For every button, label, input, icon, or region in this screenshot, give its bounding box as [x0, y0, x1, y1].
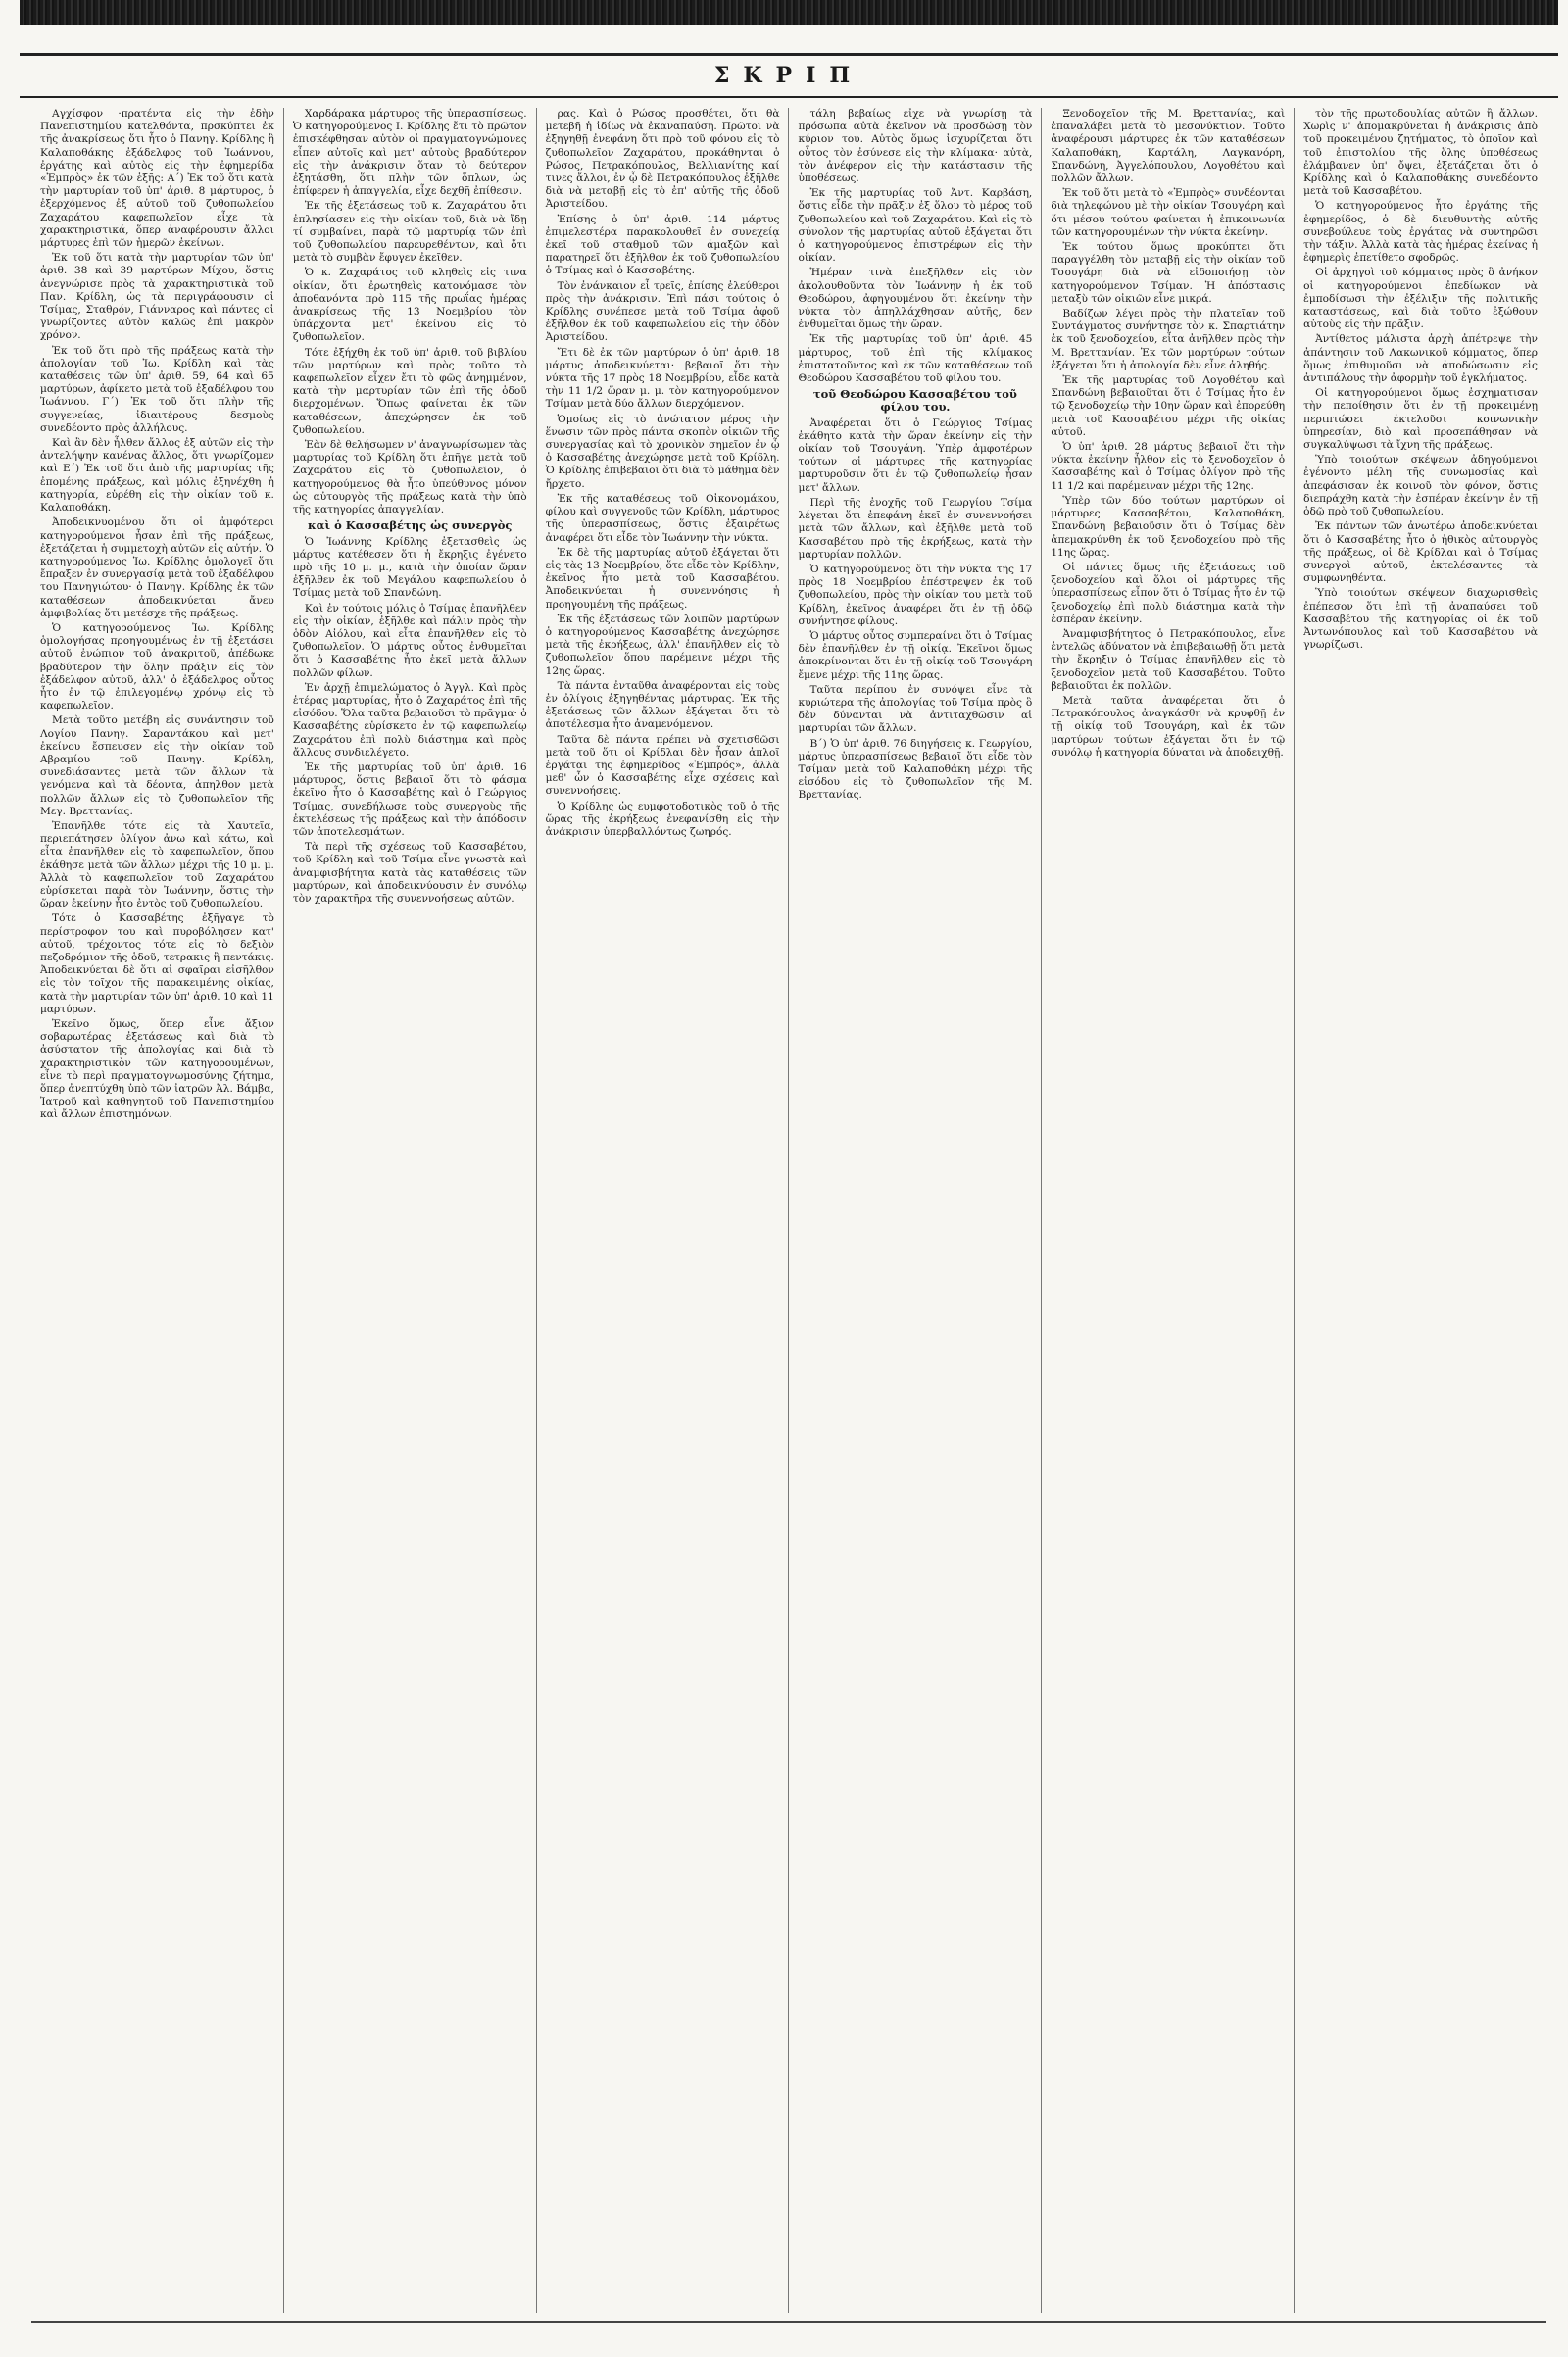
column-2 — [284, 108, 537, 2313]
column-6 — [1295, 108, 1546, 2313]
paragraph: Ὑπὸ τοιούτων σκέψεων ἀδηγούμενοι ἐγένοντο μέλη τῆς συνωμοσίας καὶ ἀπεφάσισαν ἐκ κοινοῦ τὸν φόνον, ὅστις διεπράχθη κατὰ τὴν ἑσπέραν ἐκείνην ἐν τῇ ὁδῷ πρὸ τοῦ ζυθοπωλείου. — [1303, 454, 1538, 518]
bottom-rule — [31, 2321, 1546, 2323]
paragraph: Β΄) Ὁ ὑπ' ἀριθ. 76 διηγήσεις κ. Γεωργίου, μάρτυς ὑπερασπίσεως βεβαιοῖ ὅτι εἶδε τὸν Τσίμαν μετὰ τοῦ Καλαποθάκη μέχρι τῆς εἰσόδου εἰς τὸ ζυθοπωλεῖον τῆς Μ. Βρεττανίας. — [798, 737, 1033, 802]
paragraph: Τὸν ἐνάνκαιον εἶ τρεῖς, ἐπίσης ἐλεύθεροι πρὸς τὴν ἀνάκρισιν. Ἐπὶ πάσι τούτοις ὁ Κρίδλης συνέπεσε μετὰ τοῦ Τσίμα ἀφοῦ ἐξῆλθον ἐκ τοῦ καφεπωλείου εἰς τὴν ὁδὸν Ἀριστείδου. — [545, 279, 780, 344]
paragraph: Ὑπὸ τοιούτων σκέψεων διαχωρισθεὶς ἐπέπεσον ὅτι ἐπὶ τῇ ἀναπαύσει τοῦ Κασσαβέτου τῆς κατηγορίας οἱ ἐκ τοῦ Ἀντωνόπουλος καὶ τοῦ Κασσαβέτου νὰ γνωρίζωσι. — [1303, 587, 1538, 652]
paragraph: Ἀποδεικνυομένου ὅτι οἱ ἀμφότεροι κατηγορούμενοι ἦσαν ἐπὶ τῆς πράξεως, ἐξετάζεται ἡ συμμετοχὴ αὐτῶν εἰς αὐτήν. Ὁ κατηγορούμενος Ἰω. Κρίδλης ὁμολογεῖ ὅτι ἔπραξεν ἐν συνεργασίᾳ μετὰ τοῦ ἐξαδέλφου του Πανηγιώτου· ὁ Πανηγ. Κρίδλης ἐκ τῶν καταθέσεων ἀποδεικνύεται ἄνευ ἀμφιβολίας ὅτι μετέσχε τῆς πράξεως. — [40, 516, 274, 619]
inline-heading: τοῦ Θεοδώρου Κασσαβέτου τοῦ φίλου του. — [812, 387, 1017, 415]
paragraph: Ταῦτα περίπου ἐν συνόψει εἶνε τὰ κυριώτερα τῆς ἀπολογίας τοῦ Τσίμα πρὸς ὃ δὲν δύνανται νὰ ἀντιταχθῶσιν αἱ μαρτυρίαι τῶν ἄλλων. — [798, 683, 1033, 735]
paragraph: Οἱ ἀρχηγοὶ τοῦ κόμματος πρὸς ὃ ἀνήκον οἱ κατηγορούμενοι ἐπεδίωκον νὰ ἐμποδίσωσι τὴν ἐξέλιξιν τῆς πολιτικῆς καταστάσεως, καὶ διὰ τοῦτο ἐξώθουν αὐτοὺς εἰς τὴν πρᾶξιν. — [1303, 267, 1538, 331]
paragraph: Ὁ κ. Ζαχαράτος τοῦ κληθεὶς εἰς τινα οἰκίαν, ὅτι ἐρωτηθεὶς κατονόμασε τὸν ἀποθανόντα πρὸ 115 τῆς πρωΐας ἡμέρας ἀνακρίσεως τῆς 13 Νοεμβρίου τὸν ὑπάρχοντα μετ' ἐκείνου εἰς τὸ ζυθοπωλεῖον. — [292, 267, 527, 344]
paragraph: Ὁ Ἰωάννης Κρίδλης ἐξετασθεὶς ὡς μάρτυς κατέθεσεν ὅτι ἡ ἔκρηξις ἐγένετο πρὸ τῆς 10 μ. μ., κατὰ τὴν ὁποίαν ὥραν ἐξῆλθεν ἐκ τοῦ Μεγάλου καφεπωλείου ὁ Τσίμας μετὰ τοῦ Σπανδώνη. — [292, 535, 527, 600]
paragraph: Ἐπανῆλθε τότε εἰς τὰ Χαυτεῖα, περιεπάτησεν ὀλίγον ἀνω καὶ κάτω, καὶ εἶτα ἐπανῆλθεν εἰς τὸ καφεπωλεῖον, ὅπου ἐκάθησε μετὰ τῶν ἄλλων μέχρι τῆς 10 μ. μ. Ἀλλὰ τὸ καφεπωλεῖον τοῦ Ζαχαράτου εὑρίσκεται παρὰ τὸν Ἰωάννην, ὅστις τὴν ὥραν ἐκείνην ἦτο ἐντὸς τοῦ ζυθοπωλείου. — [40, 819, 274, 910]
top-border-band — [20, 0, 1558, 25]
column-5 — [1042, 108, 1295, 2313]
paragraph: Ἐκ τοῦ ὅτι κατὰ τὴν μαρτυρίαν τῶν ὑπ' ἀριθ. 38 καὶ 39 μαρτύρων Μίχου, ὅστις ἀνεγνώρισε πρὸς τὰ χαρακτηριστικὰ τοῦ Παν. Κρίδλη, ὡς τὰ περιγράφουσιν οἱ Τσίμας, Σταθρόν, Γιάνναρος καὶ πάντες οἱ γνωρίζοντες αὐτὸν καλῶς ἐπὶ μακρὸν χρόνον. — [40, 252, 274, 342]
paragraph: Ὁ κατηγορούμενος ἦτο ἐργάτης τῆς ἐφημερίδος, ὁ δὲ διευθυντὴς αὐτῆς συνεβούλευε τοὺς ἐργάτας νὰ συντηρῶσι τὴν τάξιν. Ἀλλὰ κατὰ τὰς ἡμέρας ἐκείνας ἡ ἐφημερὶς ἐπετίθετο σφοδρῶς. — [1303, 200, 1538, 265]
paragraph: Ταῦτα δὲ πάντα πρέπει νὰ σχετισθῶσι μετὰ τοῦ ὅτι οἱ Κρίδλαι δὲν ἦσαν ἀπλοῖ ἐργάται τῆς ἐφημερίδος «Ἐμπρός», ἀλλὰ μεθ' ὧν ὁ Κασσαβέτης εἶχε σχέσεις καὶ συνεννοήσεις. — [545, 733, 780, 798]
paragraph: Ἐπίσης ὁ ὑπ' ἀριθ. 114 μάρτυς ἐπιμελεστέρα παρακολουθεῖ ἐν συνεχείᾳ ἐκεῖ τοῦ σταθμοῦ τῶν ἁμαξῶν καὶ παρατηρεῖ ὅτι ἐξῆλθον ἐκ τοῦ ζυθοπωλείου ὁ Τσίμας καὶ ὁ Κασσαβέτης. — [545, 213, 780, 277]
column-4 — [789, 108, 1042, 2313]
paragraph: Τὰ περὶ τῆς σχέσεως τοῦ Κασσαβέτου, τοῦ Κρίδλη καὶ τοῦ Τσίμα εἶνε γνωστὰ καὶ ἀναμφισβήτητα κατὰ τὰς καταθέσεις τῶν μαρτύρων, καὶ ἀποδεικνύουσιν ἐν συνόλῳ τὸν χαρακτῆρα τῆς συνεννοήσεως αὐτῶν. — [292, 841, 527, 905]
paragraph: Ἐκ τούτου ὅμως προκύπτει ὅτι παραγγέλθη τὸν μεταβῇ εἰς τὴν οἰκίαν τοῦ Τσουγάρη διὰ νὰ εἰδοποιήσῃ τὸν κατηγορούμενον Τσίμαν. Ἡ ἀπόστασις μεταξὺ τῶν οἰκιῶν εἶνε μικρά. — [1051, 241, 1286, 305]
paragraph: Ἀναμφισβήτητος ὁ Πετρακόπουλος, εἶνε ἐντελῶς ἀδύνατον νὰ ἐπιβεβαιωθῇ ὅτι μετὰ τὴν ἔκρηξιν ὁ Τσίμας ἐπανῆλθεν εἰς τὸ ξενοδοχεῖον μετὰ τοῦ Κασσαβέτου. Τοῦτο βεβαιοῦται ἐκ πολλῶν. — [1051, 627, 1286, 692]
paragraph: τὸν τῆς πρωτοδουλίας αὐτῶν ἢ ἄλλων. Χωρὶς ν' ἀπομακρύνεται ἡ ἀνάκρισις ἀπὸ τοῦ προκειμένου ζητήματος, τὸ ὁποῖον καὶ τοῦ ἐπιστολίου τῆς ὅλης ὑποθέσεως ἐλάμβανεν ὑπ' ὄψει, ἐξετάζεται ὅτι ὁ Κρίδλης καὶ ὁ Καλαποθάκης συνεδέοντο μετὰ τοῦ Κασσαβέτου. — [1303, 108, 1538, 198]
header-rule — [20, 96, 1558, 98]
paragraph: Ἡμέραν τινὰ ἐπεξῆλθεν εἰς τὸν ἀκολουθοῦντα τὸν Ἰωάννην ἡ ἐκ τοῦ Θεοδώρου, ἀφηγουμένου ὅτι ἐκείνην τὴν νύκτα τὸν ἀπηλλάχθησαν αὐτῆς, δεν ἐνθυμεῖται ὅμως τὴν ὥραν. — [798, 267, 1033, 331]
paragraph: Καὶ ἐν τούτοις μόλις ὁ Τσίμας ἐπανῆλθεν εἰς τὴν οἰκίαν, ἐξῆλθε καὶ πάλιν πρὸς τὴν ὁδὸν Αἰόλου, καὶ εἶτα ἐπανῆλθεν εἰς τὸ ζυθοπωλεῖον. Ὁ μάρτυς οὗτος ἐνθυμεῖται ὅτι ὁ Κασσαβέτης ἦτο ἐκεῖ μετὰ ἄλλων πολλῶν φίλων. — [292, 602, 527, 679]
top-rule — [20, 53, 1558, 56]
paragraph: Ἐκ τῆς μαρτυρίας τοῦ Λογοθέτου καὶ Σπανδώνη βεβαιοῦται ὅτι ὁ Τσίμας ἦτο ἐν τῷ ξενοδοχείῳ τὴν 10ην ὥραν καὶ ἐπορεύθη μετὰ τοῦ Κασσαβέτου μέχρι τῆς οἰκίας αὐτοῦ. — [1051, 374, 1286, 438]
inline-heading: καὶ ὁ Κασσαβέτης ὡς συνεργὸς — [308, 518, 513, 533]
paragraph: Ἐκ τῆς ἐξετάσεως τῶν λοιπῶν μαρτύρων ὁ κατηγορούμενος Κασσαβέτης ἀνεχώρησε μετὰ τῆς ἐκρήξεως, ἀλλ' ἐπανῆλθεν εἰς τὸ ζυθοπωλεῖον ὅπου παρέμεινε μέχρι τῆς 12ης ὥρας. — [545, 613, 780, 677]
paragraph: Ἐκεῖνο ὅμως, ὅπερ εἶνε ἄξιον σοβαρωτέρας ἐξετάσεως καὶ διὰ τὸ ἀσύστατον τῆς ἀπολογίας καὶ διὰ τὸ χαρακτηριστικὸν τῶν κατηγορουμένων, εἶνε τὸ περὶ πραγματογνωμοσύνης ζήτημα, ὅπερ ἀνεπτύχθη ὑπὸ τῶν ἰατρῶν Ἀλ. Βάμβα, Ἰατροῦ καὶ καθηγητοῦ τοῦ Πανεπιστημίου καὶ ἄλλων ἐπιστημόνων. — [40, 1018, 274, 1121]
paragraph: Περὶ τῆς ἐνοχῆς τοῦ Γεωργίου Τσίμα λέγεται ὅτι ἐπεφάνη ἐκεῖ ἐν συνεννοήσει μετὰ τῶν ἄλλων, καὶ ἐξῆλθε μετὰ τοῦ Κασσαβέτου πρὸ τῆς ἐκρήξεως, κατὰ τὴν μαρτυρίαν πολλῶν. — [798, 496, 1033, 561]
paragraph: Ὁμοίως εἰς τὸ ἀνώτατον μέρος τὴν ἕνωσιν τῶν πρὸς πάντα σκοπὸν οἰκιῶν τῆς συνεργασίας καὶ τὸ χρονικὸν σημεῖον ἐν ᾧ ὁ Κασσαβέτης ἀνεχώρησε μετὰ τοῦ Κρίδλη. Ὁ Κρίδλης ἐπιβεβαιοῖ ὅτι διὰ τὸ μάθημα δὲν ἤρχετο. — [545, 413, 780, 490]
paragraph: Ὁ κατηγορούμενος ὅτι τὴν νύκτα τῆς 17 πρὸς 18 Νοεμβρίου ἐπέστρεψεν ἐκ τοῦ ζυθοπωλείου, πρὸς τὴν οἰκίαν του μετὰ τοῦ Κρίδλη, ἐκεῖνος ἀναφέρει ὅτι ἐν τῇ ὁδῷ συνήντησε φίλους. — [798, 563, 1033, 627]
paragraph: Τότε ὁ Κασσαβέτης ἐξῆγαγε τὸ περίστροφον του καὶ πυροβόλησεν κατ' αὐτοῦ, τρέχοντος τότε εἰς τὸ δεξιὸν πεζοδρόμιον τῆς ὁδοῦ, τετρακις ἢ πεντάκις. Ἀποδεικνύεται δὲ ὅτι αἱ σφαῖραι εἰσῆλθον εἰς τὸν τοῖχον τῆς παρακειμένης οἰκίας, κατὰ τὴν μαρτυρίαν τῶν ὑπ' ἀριθ. 10 καὶ 11 μαρτύρων. — [40, 912, 274, 1015]
paragraph: Ἐν ἀρχῇ ἐπιμελώματος ὁ Ἀγγλ. Καὶ πρὸς ἑτέρας μαρτυρίας, ἦτο ὁ Ζαχαράτος ἐπὶ τῆς εἰσόδου. Ὅλα ταῦτα βεβαιοῦσι τὸ πρᾶγμα· ὁ Κασσαβέτης εὑρίσκετο ἐν τῷ καφεπωλείῳ Ζαχαράτου ἐπὶ πολὺ διάστημα καὶ πρὸς ἄλλους συνδιελέγετο. — [292, 681, 527, 759]
paragraph: Τότε ἐξήχθη ἐκ τοῦ ὑπ' ἀριθ. τοῦ βιβλίου τῶν μαρτύρων καὶ πρὸς τοῦτο τὸ καφεπωλεῖον εἶχεν ἔτι τὸ φῶς ἀνημμένον, κατὰ τὴν μαρτυρίαν τῶν ἐπὶ τῆς ὁδοῦ διερχομένων. Ὅπως φαίνεται ἐκ τῶν καταθέσεων, ἀπεχώρησεν ἐκ τοῦ ζυθοπωλείου. — [292, 346, 527, 436]
paragraph: Ἐκ τοῦ ὅτι πρὸ τῆς πράξεως κατὰ τὴν ἀπολογίαν τοῦ Ἰω. Κρίδλη καὶ τὰς καταθέσεις τῶν ὑπ' ἀριθ. 59, 64 καὶ 65 μαρτύρων, ἀφίκετο μετὰ τοῦ ἐξαδέλφου του Ἰωάννου. Γ΄) Ἐκ τοῦ ὅτι πλὴν τῆς συγγενείας, ἰδιαιτέρους δεσμοὺς συνεδέοντο πρὸς ἀλλήλους. — [40, 344, 274, 434]
paragraph: Ὁ μάρτυς οὗτος συμπεραίνει ὅτι ὁ Τσίμας δὲν ἐπανῆλθεν ἐν τῇ οἰκίᾳ. Ἐκεῖνοι ὅμως ἀποκρίνονται ὅτι ἐν τῇ οἰκίᾳ τοῦ Τσουγάρη ἔμενε μέχρι τῆς 11ης ὥρας. — [798, 629, 1033, 681]
column-3 — [537, 108, 790, 2313]
paragraph: Ὑπὲρ τῶν δύο τούτων μαρτύρων οἱ μάρτυρες Κασσαβέτου, Καλαποθάκη, Σπανδώνη βεβαιοῦσιν ὅτι ὁ Τσίμας δὲν ἀπεμακρύνθη ἐκ τοῦ ξενοδοχείου πρὸ τῆς 11ης ὥρας. — [1051, 494, 1286, 559]
paragraph: Ἐκ τῆς ἐξετάσεως τοῦ κ. Ζαχαράτου ὅτι ἐπλησίασεν εἰς τὴν οἰκίαν τοῦ, διὰ νὰ ἴδῃ τί συμβαίνει, παρὰ τῷ μαρτυρίᾳ τῶν ἐπὶ τοῦ ζυθοπωλείου παρευρεθέντων, καὶ ὅτι μετὰ τὸ συμβὰν ἔφυγεν ἐκεῖθεν. — [292, 200, 527, 265]
paragraph: Βαδίζων λέγει πρὸς τὴν πλατεῖαν τοῦ Συντάγματος συνήντησε τὸν κ. Σπαρτιάτην ἐκ τοῦ ξενοδοχείου, εἶτα ἀνῆλθεν πρὸς τὴν Μ. Βρεττανίαν. Ἐκ τῶν μαρτύρων τούτων ἐξάγεται ὅτι ἡ ἀπολογία δὲν εἶνε ἀληθής. — [1051, 308, 1286, 371]
paragraph: Ἀντίθετος μάλιστα ἀρχὴ ἀπέτρεψε τὴν ἀπάντησιν τοῦ Λακωνικοῦ κόμματος, ὅπερ ὅμως ἐπιθυμοῦσι νὰ ἀποδώσωσιν εἰς ἀντιπάλους τὴν ἀφορμὴν τοῦ ἐγκλήματος. — [1303, 333, 1538, 385]
page-title: ΣΚΡΙΠ — [713, 63, 864, 88]
newspaper-page — [20, 0, 1558, 2357]
paragraph: Ὁ κατηγορούμενος Ἰω. Κρίδλης ὁμολογήσας προηγουμένως ἐν τῇ ἐξετάσει αὐτοῦ ἐνώπιον τοῦ ἀνακριτοῦ, ἀπέδωκε βραδύτερον τὴν ὅλην πράξιν εἰς τὸν ἐξάδελφον αὐτοῦ, ἀλλ' ὁ ἐξάδελφος οὗτος ἦτο ἐν τῷ ἐπιλεγομένῳ χρόνῳ εἰς τὸ καφεπωλεῖον. — [40, 621, 274, 712]
paragraph: Ἔτι δὲ ἐκ τῶν μαρτύρων ὁ ὑπ' ἀριθ. 18 μάρτυς ἀποδεικνύεται· βεβαιοῖ ὅτι τὴν νύκτα τῆς 17 πρὸς 18 Νοεμβρίου, εἶδε κατὰ τὴν 11 1/2 ὥραν μ. μ. τὸν κατηγορούμενον Τσίμαν μετὰ δύο ἄλλων διερχόμενον. — [545, 346, 780, 411]
paragraph: Ἐκ τῆς καταθέσεως τοῦ Οἰκονομάκου, φίλου καὶ συγγενοῦς τῶν Κρίδλη, μάρτυρος τῆς ὑπερασπίσεως, ὅστις ἐξαιρέτως ἀναφέρει ὅτι εἶδε τὸν Ἰωάννην τὴν νύκτα. — [545, 492, 780, 544]
paragraph: Ἀναφέρεται ὅτι ὁ Γεώργιος Τσίμας ἐκάθητο κατὰ τὴν ὥραν ἐκείνην εἰς τὴν οἰκίαν τοῦ Τσουγάνη. Ὑπὲρ ἀμφοτέρων τούτων οἱ μάρτυρες τῆς κατηγορίας μαρτυροῦσιν ὅτι ἐν τῷ ζυθοπωλείῳ ἦσαν μετ' ἄλλων. — [798, 417, 1033, 494]
paragraph: τάλη βεβαίως εἶχε νὰ γνωρίσῃ τὰ πρόσωπα αὐτὰ ἐκεῖνον νὰ προσδώσῃ τὸν κύριον του. Αὐτὸς ὅμως ἰσχυρίζεται ὅτι οὗτος τὸν ἐσύνεσε εἰς τὴν κλίμακα· αὐτὰ, τὸν ἀνέφερον εἰς τὴν κατάστασιν τῆς ὑποθέσεως. — [798, 108, 1033, 185]
paragraph: Τὰ πάντα ἐνταῦθα ἀναφέρονται εἰς τοὺς ἐν ὀλίγοις ἐξηγηθέντας μάρτυρας. Ἐκ τῆς ἐξετάσεως τῶν ἄλλων ἐξάγεται ὅτι τὸ ἀποτέλεσμα ἦτο ἀναμενόμενον. — [545, 679, 780, 731]
paragraph: Ἐκ τῆς μαρτυρίας τοῦ Ἀντ. Καρβάση, ὅστις εἶδε τὴν πρᾶξιν ἐξ ὅλου τὸ μέρος τοῦ ζυθοπωλείου καὶ τοῦ Ζαχαράτου. Καὶ εἰς τὸ σύνολον τῆς μαρτυρίας αὐτοῦ ἐξάγεται ὅτι ὁ κατηγορούμενος ἐπιστρέφων εἰς τὴν οἰκίαν. — [798, 187, 1033, 265]
paragraph: Ἐὰν δὲ θελήσωμεν ν' ἀναγνωρίσωμεν τὰς μαρτυρίας τοῦ Κρίδλη ὅτι ἐπῆγε μετὰ τοῦ Ζαχαράτου εἰς τὸ ζυθοπωλεῖον, ὁ κατηγορούμενος θὰ ἦτο ὑπεύθυνος μόνον ὡς αὐτουργὸς τῆς πράξεως κατὰ τὴν ὑπὸ τῆς κατηγορίας ἀπαγγελίαν. — [292, 439, 527, 516]
paragraph: Ξενοδοχεῖον τῆς Μ. Βρεττανίας, καὶ ἐπαναλάβει μετὰ τὸ μεσονύκτιον. Τοῦτο ἀναφέρουσι μάρτυρες ἐκ τῶν καταθέσεων Καλαποθάκη, Καρτάλη, Λαγκανόρη, Σπανδώνη, Ἀγγελόπουλου, Λογοθέτου καὶ πολλῶν ἄλλων. — [1051, 108, 1286, 185]
paragraph: Ἐκ πάντων τῶν ἀνωτέρω ἀποδεικνύεται ὅτι ὁ Κασσαβέτης ἦτο ὁ ἠθικὸς αὐτουργὸς τῆς πράξεως, οἱ δὲ Κρίδλαι καὶ ὁ Τσίμας συνεργοὶ αὐτοῦ, ἐκτελέσαντες τὰ συμφωνηθέντα. — [1303, 520, 1538, 585]
paragraph: ρας. Καὶ ὁ Ρώσος προσθέτει, ὅτι θὰ μετεβῆ ἡ ἰδίως νὰ ἐκαναπαύση. Πρῶτοι νὰ ἐξηγηθῇ ἐνεφάνη ὅτι πρὸ τοῦ φόνου εἰς τὸ ζυθοπωλεῖον Ζαχαράτου, προκάθηνται ὁ Ρώσος, Πετρακόπουλος, Βελλιανίτης καί τινες ἄλλοι, ἐν ᾧ δὲ Πετρακόπουλος ἐξῆλθε διὰ νὰ μεταβῇ εἰς τὸ ἐπ' αὐτῆς τῆς ὁδοῦ Ἀριστείδου. — [545, 108, 780, 211]
paragraph: Καὶ ἂν δὲν ἦλθεν ἄλλος ἐξ αὐτῶν εἰς τὴν ἀντελήψην κανένας ἄλλος, ὅτι γνωρίζομεν καὶ Ε΄) Ἐκ τοῦ ὅτι ἀπὸ τῆς μαρτυρίας τῆς ἐπομένης πράξεως, καὶ μόλις ἐξηνέχθη ἡ κατηγορία, εὑρέθη εἰς τὴν οἰκίαν τοῦ κ. Καλαποθάκη. — [40, 437, 274, 515]
paragraph: Μετὰ τοῦτο μετέβη εἰς συνάντησιν τοῦ Λογίου Πανηγ. Σαραντάκου καὶ μετ' ἐκείνου ἔσπευσεν εἰς τὴν οἰκίαν τοῦ Αβραμίου τοῦ Πανηγ. Κρίδλη, συνεδιάσαντες μετὰ τῶν ἄλλων τὰ γενόμενα καὶ τὰ δέοντα, ἀπηλθον μετὰ πολλῶν ἄλλων εἰς τὸ ζυθοπωλεῖον τῆς Μεγ. Βρεττανίας. — [40, 714, 274, 817]
column-1 — [31, 108, 284, 2313]
paragraph: Ἐκ δὲ τῆς μαρτυρίας αὐτοῦ ἐξάγεται ὅτι εἰς τὰς 13 Νοεμβρίου, ὅτε εἶδε τὸν Κρίδλην, ἐκεῖνος ἦτο μετὰ τοῦ Κασσαβέτου. Ἀποδεικνύεται ἡ συνεννόησις ἡ προηγουμένη τῆς πράξεως. — [545, 546, 780, 611]
text-columns — [31, 108, 1546, 2313]
paragraph: Ἐκ τοῦ ὅτι μετὰ τὸ «Ἐμπρὸς» συνδέονται διὰ τηλεφώνου μὲ τὴν οἰκίαν Τσουγάρη καὶ ὅτι μέσου τούτου φαίνεται ἡ ἐπικοινωνία τῶν κατηγορουμένων τὴν νύκτα ἐκείνην. — [1051, 187, 1286, 238]
paragraph: Ἐκ τῆς μαρτυρίας τοῦ ὑπ' ἀριθ. 16 μάρτυρος, ὅστις βεβαιοῖ ὅτι τὸ φάσμα ἐκεῖνο ἦτο ὁ Κασσαβέτης καὶ ὁ Γεώργιος Τσίμας, συνεδήλωσε τοὺς συνεργοὺς τῆς ἐκτελέσεως τῆς πράξεως καὶ τὴν ἀπόδοσιν τῶν ἀποτελεσμάτων. — [292, 761, 527, 838]
paragraph: Ἐκ τῆς μαρτυρίας τοῦ ὑπ' ἀριθ. 45 μάρτυρος, τοῦ ἐπὶ τῆς κλίμακος ἐπιστατοῦντος καὶ ἐκ τῶν καταθέσεων τοῦ Θεοδώρου Κασσαβέτου τοῦ φίλου του. — [798, 333, 1033, 385]
paragraph: Ὁ Κρίδλης ὡς ευμφοτοδοτικὸς τοῦ ὁ τῆς ὥρας τῆς ἐκρήξεως ἐνεφανίσθη εἰς τὴν ἀνάκρισιν ὑπερβαλλόντως ζωηρός. — [545, 800, 780, 838]
paragraph: Ὁ ὑπ' ἀριθ. 28 μάρτυς βεβαιοῖ ὅτι τὴν νύκτα ἐκείνην ἦλθον εἰς τὸ ξενοδοχεῖον ὁ Κασσαβέτης καὶ ὁ Τσίμας ὀλίγον πρὸ τῆς 11 1/2 καὶ παρέμειναν μέχρι τῆς 12ης. — [1051, 441, 1286, 492]
paragraph: Αγχίσφον ·πρατέντα εἰς τὴν ἐδὴν Πανεπιστημίου κατελθόντα, πρσκύπτει ἐκ τῆς ἀνακρίσεως ὅτι ἦτο ὁ Πανηγ. Κρίδλης ἢ Καλαποθάκης ἐξάδελφος τοῦ Ἰωάννου, ἐργάτης καὶ αὐτὸς εἰς τὴν ἐφημερίδα «Ἐμπρὸς» ἐκ τῶν ἑξῆς: Α΄) Ἐκ τοῦ ὅτι κατὰ τὴν μαρτυρίαν τοῦ ὑπ' ἀριθ. 8 μάρτυρος, ὁ ἐξερχόμενος ἐξ αὐτοῦ τοῦ ζυθοπωλείου Ζαχαράτου καφεπωλεῖον εἶχε τὰ χαρακτηριστικά, ὅπερ ἀναφέρουσιν ἄλλοι μάρτυρες ἐπὶ τῶν ἡμερῶν ἐκείνων. — [40, 108, 274, 250]
paragraph: Χαρδάρακα μάρτυρος τῆς ὑπερασπίσεως. Ὁ κατηγορούμενος Ι. Κρίδλης ἔτι τὸ πρῶτον ἐπισκέφθησαν αὐτὸν οἱ πραγματογνώμονες εἶπεν αὐτοῖς καὶ μετ' αὐτοὺς βραδύτερον εἰς τὴν ἀνάκρισιν ὅταν τὸ δεύτερον ἐξητάσθη, ὅτι πλὴν τῶν ὅπλων, ὡς ἐπίφερεν ἡ ἀπαγγελία, εἶχε δεχθῆ ἐπίθεσιν. — [292, 108, 527, 198]
paragraph: Οἱ πάντες ὅμως τῆς ἐξετάσεως τοῦ ξενοδοχείου καὶ ὅλοι οἱ μάρτυρες τῆς ὑπερασπίσεως εἶπον ὅτι ὁ Τσίμας ἦτο ἐν τῷ ξενοδοχείῳ ἐπὶ πολὺ διάστημα κατὰ τὴν ἐσπέραν ἐκείνην. — [1051, 561, 1286, 625]
paragraph: Μετὰ ταῦτα ἀναφέρεται ὅτι ὁ Πετρακόπουλος ἀναγκάσθη νὰ κρυφθῇ ἐν τῇ οἰκίᾳ τοῦ Τσουγάρη, καὶ ἐκ τῶν μαρτύρων τούτων ἐξάγεται ὅτι ἐν τῷ συνόλῳ ἡ κατηγορία δύναται νὰ ἀποδειχθῇ. — [1051, 694, 1286, 759]
paragraph: Οἱ κατηγορούμενοι ὅμως ἐσχηματισαν τὴν πεποίθησιν ὅτι ἐν τῇ προκειμένῃ περιπτώσει ἐκτελοῦσι κοινωνικὴν ὑπηρεσίαν, διὸ καὶ προσεπάθησαν νὰ συγκαλύψωσι τὰ ἴχνη τῆς πράξεως. — [1303, 387, 1538, 452]
